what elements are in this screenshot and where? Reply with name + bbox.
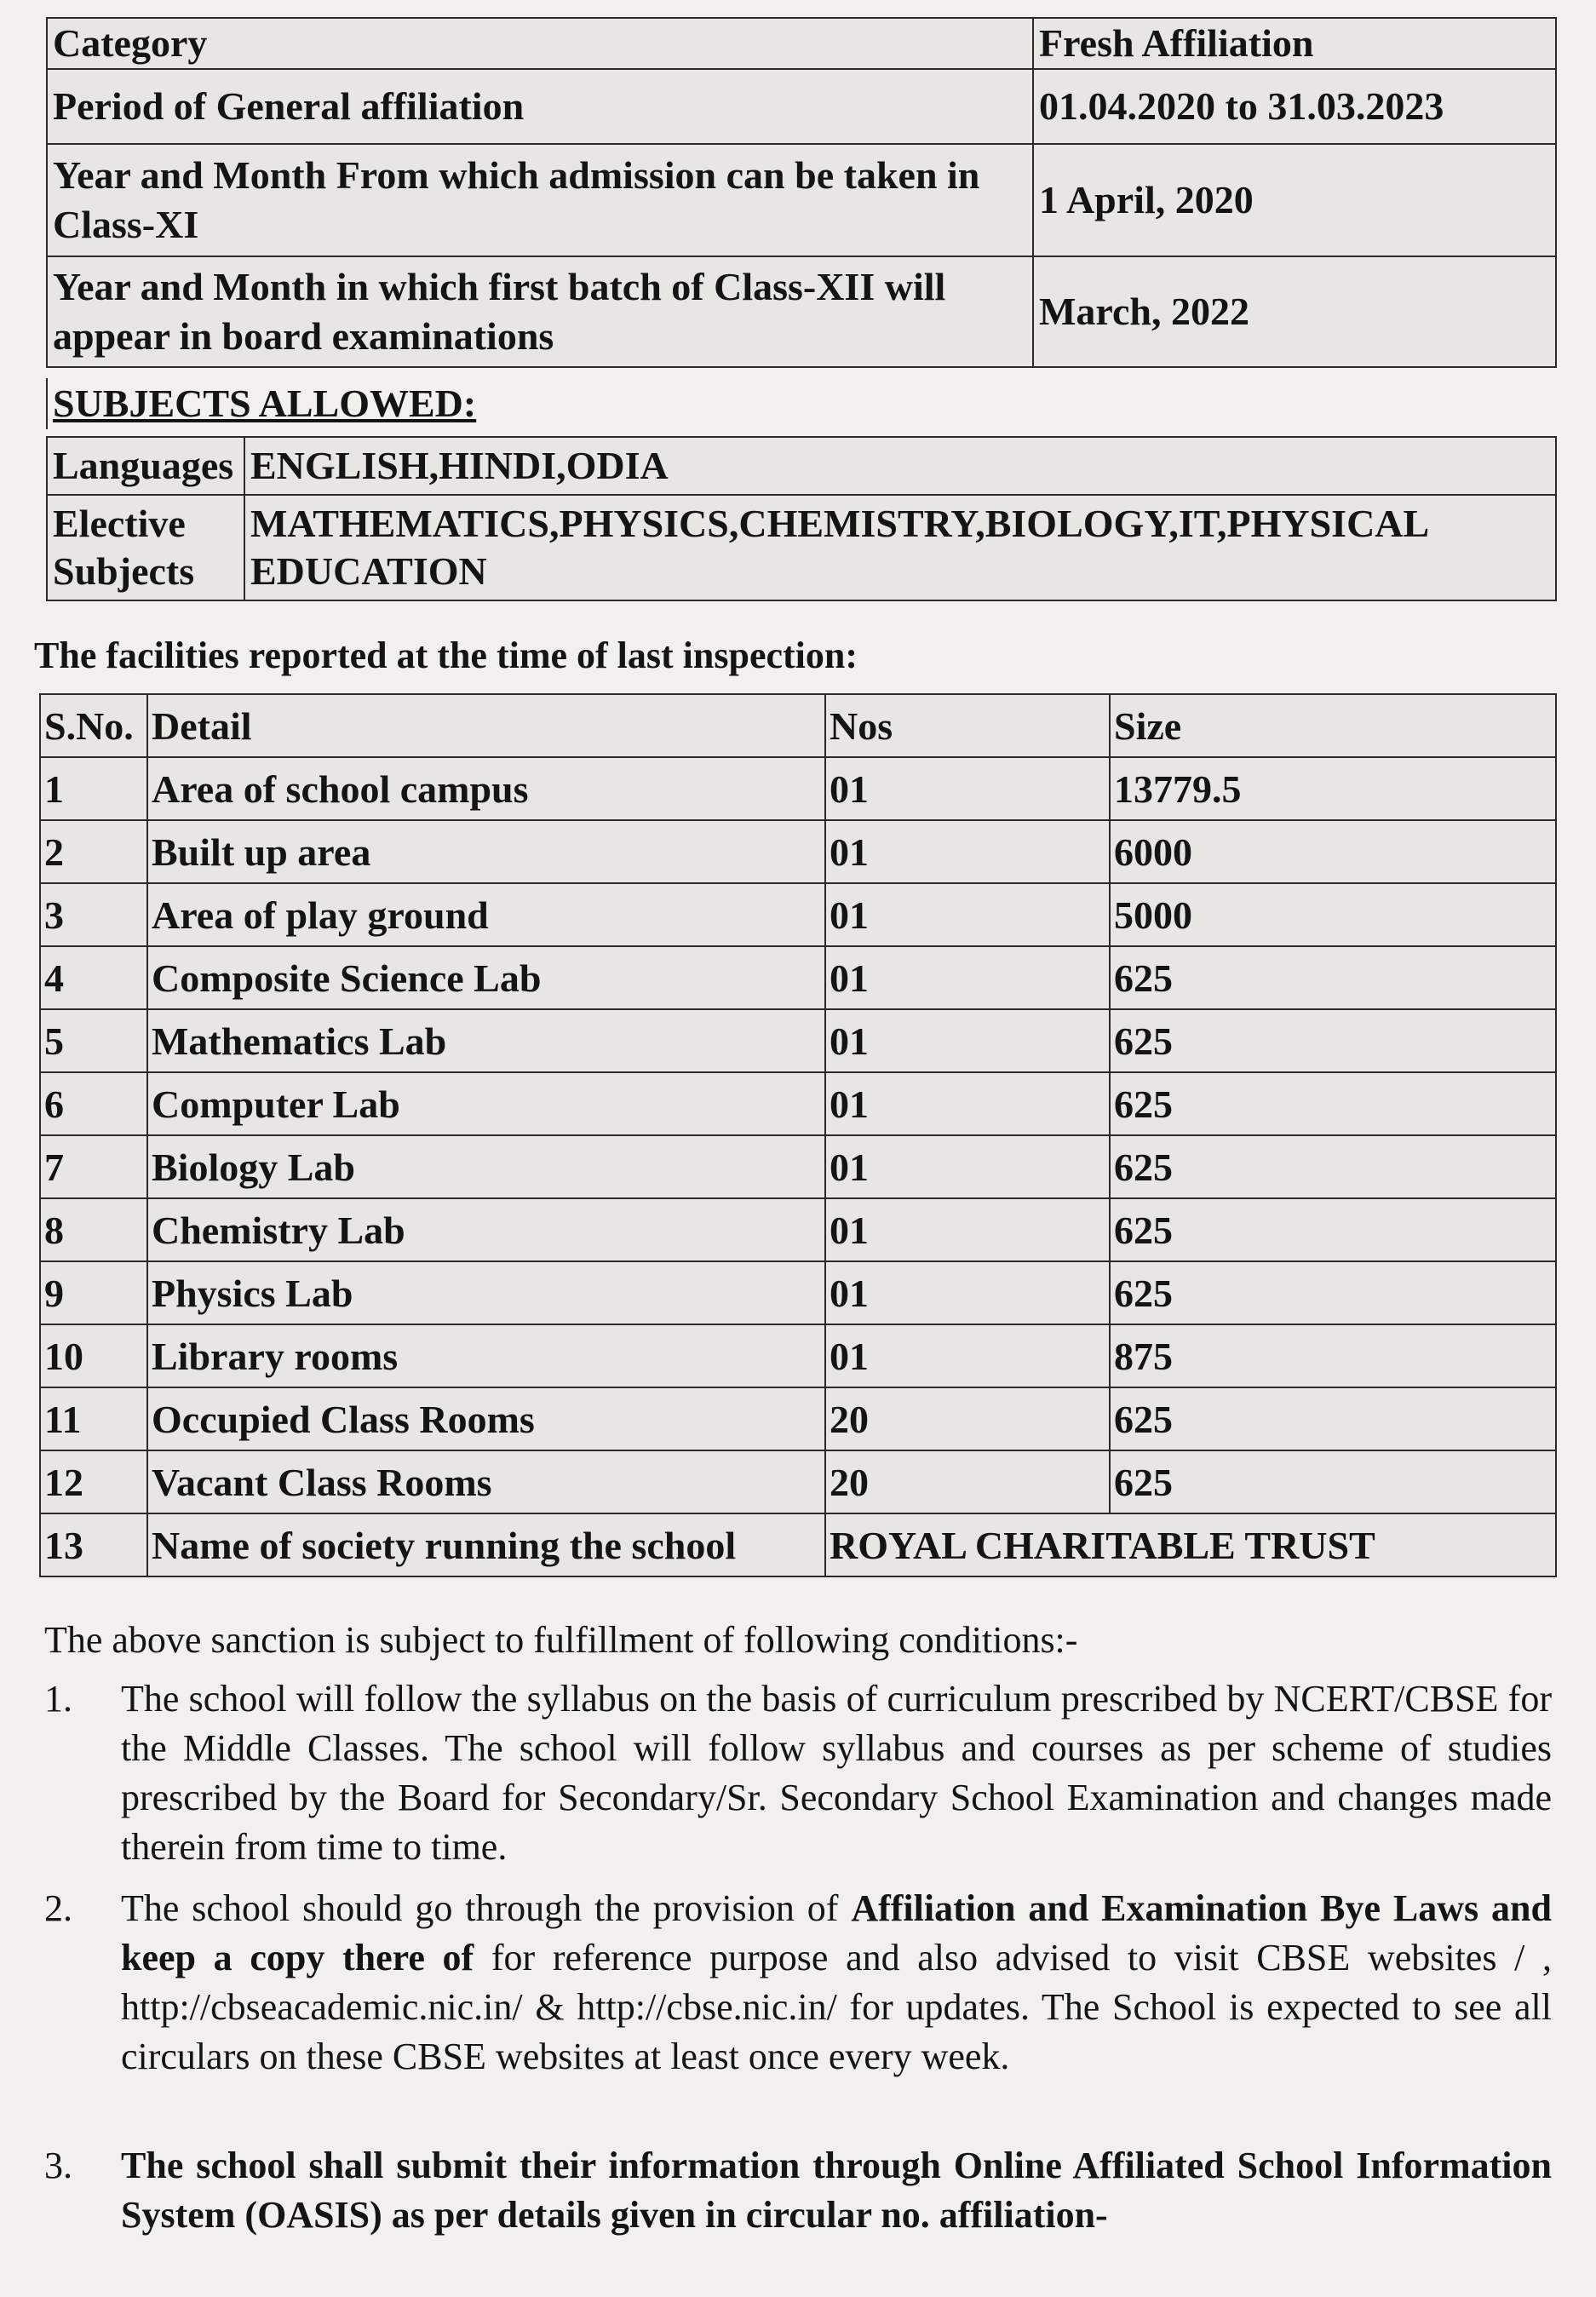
- row-nos: 20: [825, 1450, 1110, 1513]
- subjects-table: [46, 436, 1557, 601]
- row-nos: 01: [825, 757, 1110, 820]
- admission-value: 1 April, 2020: [1033, 144, 1556, 256]
- table-row: [47, 256, 1556, 367]
- condition-item: [44, 1674, 1552, 1872]
- elective-label: Elective Subjects: [47, 495, 244, 600]
- conditions-intro: The above sanction is subject to fulfillment of following conditions:-: [44, 1619, 1078, 1661]
- row-nos: 01: [825, 1135, 1110, 1198]
- condition-number: 2.: [44, 1887, 72, 1929]
- row-size: 625: [1110, 1198, 1556, 1261]
- table-row: [47, 69, 1556, 144]
- row-detail: Biology Lab: [147, 1135, 825, 1198]
- category-label: Category: [47, 18, 1033, 69]
- table-row: [40, 1072, 1556, 1135]
- condition-number: 1.: [44, 1678, 72, 1720]
- row-detail: Composite Science Lab: [147, 946, 825, 1009]
- row-nos: 01: [825, 1009, 1110, 1072]
- bye-laws-emphasis: Affiliation and Examination Bye Laws and keep a copy there of: [121, 1887, 1552, 1978]
- table-row: [40, 1198, 1556, 1261]
- row-size: 625: [1110, 1450, 1556, 1513]
- row-size: 6000: [1110, 820, 1556, 883]
- row-detail: Area of play ground: [147, 883, 825, 946]
- row-size: 625: [1110, 1009, 1556, 1072]
- row-sno: 12: [40, 1450, 147, 1513]
- table-row: [47, 144, 1556, 256]
- row-nos: 20: [825, 1387, 1110, 1450]
- row-nos: 01: [825, 1072, 1110, 1135]
- table-row: [47, 437, 1556, 495]
- condition-text: The school will follow the syllabus on the basis of curriculum prescribed by NCERT/CBSE for the Middle Classes. The school will follow syllabus and courses as per scheme of studies prescribed by the Board for Secondary/Sr. Secondary School Examination and changes made therein from time to time.: [121, 1678, 1552, 1868]
- row-sno: 9: [40, 1261, 147, 1324]
- column-header-nos: Nos: [825, 694, 1110, 757]
- row-sno: 1: [40, 757, 147, 820]
- row-detail: Chemistry Lab: [147, 1198, 825, 1261]
- row-sno: 6: [40, 1072, 147, 1135]
- table-row: [40, 1261, 1556, 1324]
- period-value: 01.04.2020 to 31.03.2023: [1033, 69, 1556, 144]
- row-detail: Computer Lab: [147, 1072, 825, 1135]
- row-size: 875: [1110, 1324, 1556, 1387]
- condition-item: [44, 2141, 1552, 2240]
- condition-text: [121, 1884, 1552, 2082]
- facilities-table: [39, 693, 1557, 1577]
- row-sno: 13: [40, 1513, 147, 1576]
- row-detail: Area of school campus: [147, 757, 825, 820]
- row-size: 625: [1110, 1387, 1556, 1450]
- table-row: [47, 18, 1556, 69]
- column-header-detail: Detail: [147, 694, 825, 757]
- table-row: [40, 1135, 1556, 1198]
- affiliation-summary-table: [46, 17, 1557, 368]
- row-size: 625: [1110, 946, 1556, 1009]
- row-sno: 8: [40, 1198, 147, 1261]
- row-size: 625: [1110, 1135, 1556, 1198]
- table-row: [40, 883, 1556, 946]
- table-row: [40, 757, 1556, 820]
- condition-text-part: for reference purpose and also advised to visit CBSE websites / , http://cbseacademic.nic.in/ & http://cbse.nic.in/ for updates. The School is expected to see all circulars on these CBSE websites at least once every week.: [121, 1937, 1552, 2077]
- table-row: [40, 1009, 1556, 1072]
- row-detail: Library rooms: [147, 1324, 825, 1387]
- condition-text: The school shall submit their information through Online Affiliated School Information System (OASIS) as per details given in circular no. affiliation-: [121, 2145, 1552, 2236]
- table-row: [40, 1450, 1556, 1513]
- row-nos: 01: [825, 883, 1110, 946]
- society-label: Name of society running the school: [147, 1513, 825, 1576]
- languages-value: ENGLISH,HINDI,ODIA: [244, 437, 1556, 495]
- table-header-row: [40, 694, 1556, 757]
- table-row: [40, 1513, 1556, 1576]
- row-size: 625: [1110, 1072, 1556, 1135]
- row-sno: 2: [40, 820, 147, 883]
- elective-value: MATHEMATICS,PHYSICS,CHEMISTRY,BIOLOGY,IT,PHYSICAL EDUCATION: [244, 495, 1556, 600]
- column-header-sno: S.No.: [40, 694, 147, 757]
- table-row: [47, 495, 1556, 600]
- row-sno: 5: [40, 1009, 147, 1072]
- row-nos: 01: [825, 1324, 1110, 1387]
- row-detail: Built up area: [147, 820, 825, 883]
- row-nos: 01: [825, 1198, 1110, 1261]
- row-detail: Physics Lab: [147, 1261, 825, 1324]
- row-sno: 7: [40, 1135, 147, 1198]
- row-size: 13779.5: [1110, 757, 1556, 820]
- table-row: [40, 1387, 1556, 1450]
- period-label: Period of General affiliation: [47, 69, 1033, 144]
- languages-label: Languages: [47, 437, 244, 495]
- table-row: [40, 820, 1556, 883]
- column-header-size: Size: [1110, 694, 1556, 757]
- condition-item: [44, 1884, 1552, 2082]
- row-detail: Mathematics Lab: [147, 1009, 825, 1072]
- row-nos: 01: [825, 1261, 1110, 1324]
- row-nos: 01: [825, 946, 1110, 1009]
- condition-text-part: The school should go through the provision of: [121, 1887, 852, 1929]
- first-batch-label: Year and Month in which first batch of Class-XII will appear in board examinations: [47, 256, 1033, 367]
- category-value: Fresh Affiliation: [1033, 18, 1556, 69]
- row-nos: 01: [825, 820, 1110, 883]
- row-size: 625: [1110, 1261, 1556, 1324]
- row-detail: Vacant Class Rooms: [147, 1450, 825, 1513]
- first-batch-value: March, 2022: [1033, 256, 1556, 367]
- row-sno: 11: [40, 1387, 147, 1450]
- row-sno: 10: [40, 1324, 147, 1387]
- table-row: [40, 1324, 1556, 1387]
- admission-label: Year and Month From which admission can be taken in Class-XI: [47, 144, 1033, 256]
- condition-number: 3.: [44, 2145, 72, 2186]
- table-row: [40, 946, 1556, 1009]
- society-value: ROYAL CHARITABLE TRUST: [825, 1513, 1556, 1576]
- row-size: 5000: [1110, 883, 1556, 946]
- subjects-heading: SUBJECTS ALLOWED:: [46, 378, 481, 429]
- row-detail: Occupied Class Rooms: [147, 1387, 825, 1450]
- row-sno: 4: [40, 946, 147, 1009]
- facilities-heading: The facilities reported at the time of last inspection:: [34, 635, 858, 676]
- row-sno: 3: [40, 883, 147, 946]
